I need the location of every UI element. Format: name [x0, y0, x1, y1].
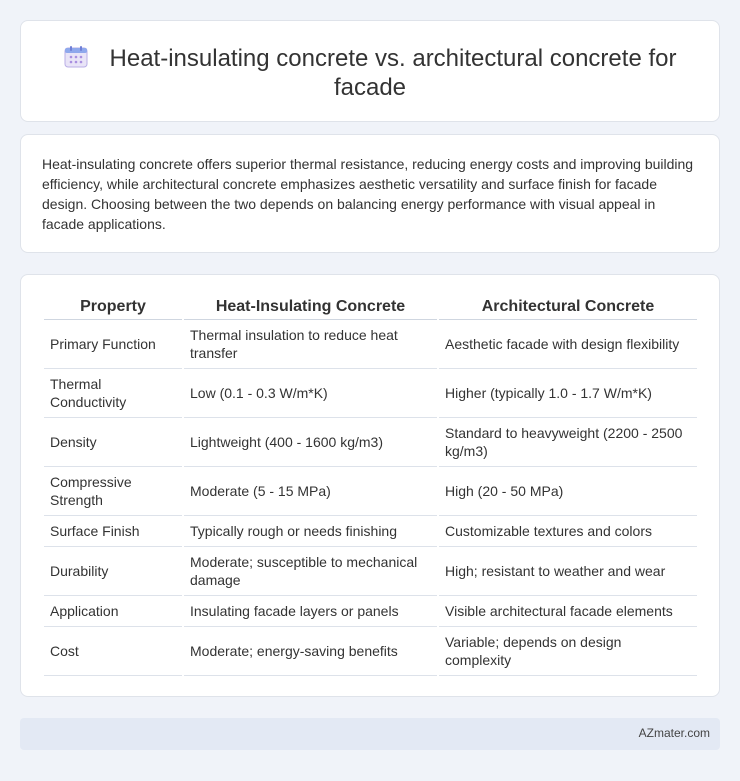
- title-card: [20, 20, 720, 122]
- table-cell: Low (0.1 - 0.3 W/m*K): [184, 369, 437, 418]
- table-cell: Surface Finish: [44, 516, 182, 547]
- table-cell: Aesthetic facade with design flexibility: [439, 320, 697, 369]
- table-row: [44, 516, 697, 547]
- footer: [20, 718, 720, 750]
- table-cell: Compressive Strength: [44, 467, 182, 516]
- summary-card: [20, 134, 720, 253]
- table-header-heat-insulating: Heat-Insulating Concrete: [184, 295, 437, 320]
- table-cell: Durability: [44, 547, 182, 596]
- comparison-table: [42, 295, 699, 676]
- table-cell: Insulating facade layers or panels: [184, 596, 437, 627]
- table-row: [44, 596, 697, 627]
- table-row: [44, 369, 697, 418]
- table-cell: Moderate (5 - 15 MPa): [184, 467, 437, 516]
- footer-brand: AZmater.com: [638, 726, 710, 740]
- table-cell: Application: [44, 596, 182, 627]
- table-row: [44, 467, 697, 516]
- table-row: [44, 547, 697, 596]
- table-cell: High; resistant to weather and wear: [439, 547, 697, 596]
- table-header-row: [44, 295, 697, 320]
- table-cell: Moderate; energy-saving benefits: [184, 627, 437, 676]
- page-title: [61, 44, 679, 102]
- table-row: [44, 320, 697, 369]
- table-cell: Primary Function: [44, 320, 182, 369]
- table-cell: Standard to heavyweight (2200 - 2500 kg/m3): [439, 418, 697, 467]
- calendar-icon: [64, 46, 88, 68]
- table-cell: Cost: [44, 627, 182, 676]
- table-cell: Moderate; susceptible to mechanical damage: [184, 547, 437, 596]
- table-cell: Thermal Conductivity: [44, 369, 182, 418]
- table-header-architectural: Architectural Concrete: [439, 295, 697, 320]
- summary-text: Heat-insulating concrete offers superior thermal resistance, reducing energy costs and improving building efficiency, while architectural concrete emphasizes aesthetic versatility and surface finish for facade design. Choosing between the two depends on balancing energy performance with visual appeal in facade applications.: [42, 156, 694, 232]
- page-title-text: Heat-insulating concrete vs. architectural concrete for facade: [109, 45, 677, 101]
- comparison-table-card: [20, 274, 720, 697]
- table-cell: Lightweight (400 - 1600 kg/m3): [184, 418, 437, 467]
- table-header-property: Property: [44, 295, 182, 320]
- table-cell: High (20 - 50 MPa): [439, 467, 697, 516]
- table-cell: Higher (typically 1.0 - 1.7 W/m*K): [439, 369, 697, 418]
- table-cell: Density: [44, 418, 182, 467]
- table-cell: Thermal insulation to reduce heat transfer: [184, 320, 437, 369]
- table-cell: Visible architectural facade elements: [439, 596, 697, 627]
- table-cell: Customizable textures and colors: [439, 516, 697, 547]
- table-row: [44, 627, 697, 676]
- table-cell: Typically rough or needs finishing: [184, 516, 437, 547]
- table-cell: Variable; depends on design complexity: [439, 627, 697, 676]
- table-row: [44, 418, 697, 467]
